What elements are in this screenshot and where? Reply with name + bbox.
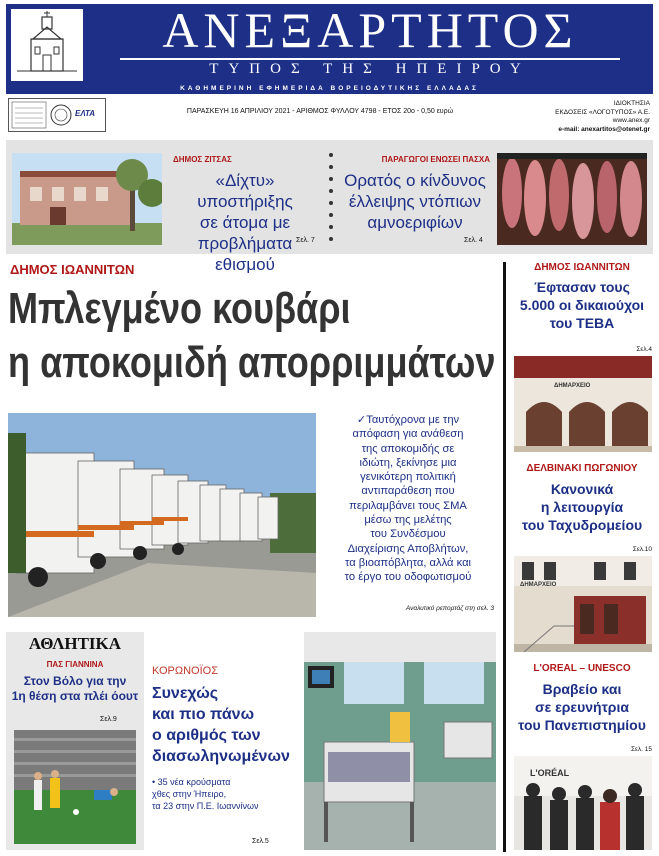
ownership-block	[490, 100, 650, 134]
sidebar-kicker: ΔΕΛΒΙΝΑΚΙ ΠΩΓΩΝΙΟΥ	[526, 463, 638, 474]
teaser-headline: «Δίχτυ» υποστήριξης σε άτομα με προβλήματα εθισμού	[197, 171, 293, 274]
sidebar-headline: Έφτασαν τους 5.000 οι δικαιούχοι του ΤΕΒΑ	[519, 279, 645, 331]
main-kicker: ΔΗΜΟΣ ΙΩΑΝΝΙΤΩΝ	[10, 262, 135, 277]
main-photo-garbage-trucks	[8, 413, 316, 617]
sports-photo-football	[14, 730, 136, 844]
sidebar-headline: Βραβείο και σε ερευνήτρια του Πανεπιστημίου	[518, 681, 646, 733]
main-headline: Μπλεγμένο κουβάρι η αποκομιδή απορριμμάτων	[8, 284, 496, 387]
sports-page: Σελ.9	[100, 716, 117, 723]
website: www.anex.gr	[612, 117, 650, 124]
sports-title: ΑΘΛΗΤΙΚΑ	[28, 634, 122, 653]
postage-stamp	[8, 98, 106, 132]
sidebar-page: Σελ.4	[636, 346, 652, 353]
dotted-separator	[329, 152, 333, 242]
sign-text: ΔΗΜΑΡΧΕΙΟ	[520, 582, 557, 588]
sidebar-photo-post-office	[514, 556, 652, 652]
owner-name: ΕΚΔΟΣΕΙΣ «ΛΟΓΟΤΥΠΟΣ» Α.Ε.	[555, 108, 650, 116]
sidebar-headline: Κανονικά η λειτουργία του Ταχυδρομείου	[521, 481, 643, 533]
sidebar-kicker: ΔΗΜΟΣ ΙΩΑΝΝΙΤΩΝ	[534, 262, 630, 273]
sidebar-photo-award	[514, 756, 652, 850]
elta-logo: ΕΛΤΑ	[75, 109, 96, 118]
newspaper-title: ΑΝΕΞΑΡΤΗΤΟΣ	[162, 2, 578, 58]
column-divider	[503, 262, 506, 852]
tagline: ΚΑΘΗΜΕΡΙΝΗ ΕΦΗΜΕΡΙΔΑ ΒΟΡΕΙΟΔΥΤΙΚΗΣ ΕΛΛΑΔΑΣ	[6, 84, 653, 94]
sign-text: ΔΗΜΑΡΧΕΙΟ	[554, 383, 591, 389]
sidebar-photo-town-hall	[514, 356, 652, 452]
church-logo-icon	[10, 8, 84, 82]
sports-kicker: ΠΑΣ ΓΙΑΝΝΙΝΑ	[46, 660, 104, 669]
sidebar-page: Σελ.10	[632, 546, 652, 553]
teaser-page: Σελ. 4	[464, 237, 483, 244]
teaser-headline: Ορατός ο κίνδυνος έλλειψης ντόπιων αμνοεριφίων	[344, 171, 486, 232]
main-page-ref: Αναλυτικό ρεπορτάζ στη σελ. 3	[405, 605, 494, 612]
covid-bullets: • 35 νέα κρούσματα χθες στην Ήπειρο, τα 23 στην Π.Ε. Ιωαννίνων	[152, 777, 259, 811]
covid-headline: Συνεχώς και πιο πάνω ο αριθμός των διασωληνωμένων	[152, 685, 290, 765]
covid-photo-icu	[304, 632, 496, 850]
loreal-logo: L'ORÉAL	[530, 768, 570, 778]
issue-line: ΠΑΡΑΣΚΕΥΗ 16 ΑΠΡΙΛΙΟΥ 2021 - ΑΡΙΘΜΟΣ ΦΥΛΛΟΥ 4798 - ΕΤΟΣ 20ο - 0,50 ευρώ	[186, 108, 454, 115]
sidebar-kicker: L'OREAL – UNESCO	[533, 663, 631, 674]
sports-headline: Στον Βόλο για την 1η θέση στα πλέι όουτ	[11, 674, 139, 703]
teaser-kicker: ΔΗΜΟΣ ΖΙΤΣΑΣ	[173, 155, 232, 164]
teaser-kicker: ΠΑΡΑΓΩΓΟΙ ΕΝΩΣΕΙ ΠΑΣΧΑ	[381, 155, 490, 164]
newspaper-subtitle: ΤΥΠΟΣ ΤΗΣ ΗΠΕΙΡΟΥ	[209, 61, 531, 77]
covid-page: Σελ.5	[252, 838, 269, 845]
main-summary: ✓Ταυτόχρονα με την απόφαση για ανάθεση της αποκομιδής σε ιδιώτη, ξεκίνησε μια γενικότερη πολιτική αντιπαράθεση που περιλαμβάνει τους ΣΜΑ μέσω της μελέτης του Συνδέσμου Διαχείρισης Αποβλήτων, τα βιοαπόβλητα, αλλά και το έργο του οδοφωτισμού	[344, 414, 472, 584]
owner-label: ΙΔΙΟΚΤΗΣΙΑ	[613, 100, 650, 107]
teaser-photo-zitsa	[12, 153, 162, 245]
email: e-mail: anexartitos@otenet.gr	[558, 125, 650, 133]
covid-kicker: ΚΟΡΩΝΟΪΟΣ	[152, 665, 219, 677]
teaser-photo-lambs	[497, 153, 647, 245]
teaser-page: Σελ. 7	[296, 237, 315, 244]
sidebar-page: Σελ. 15	[630, 746, 652, 753]
